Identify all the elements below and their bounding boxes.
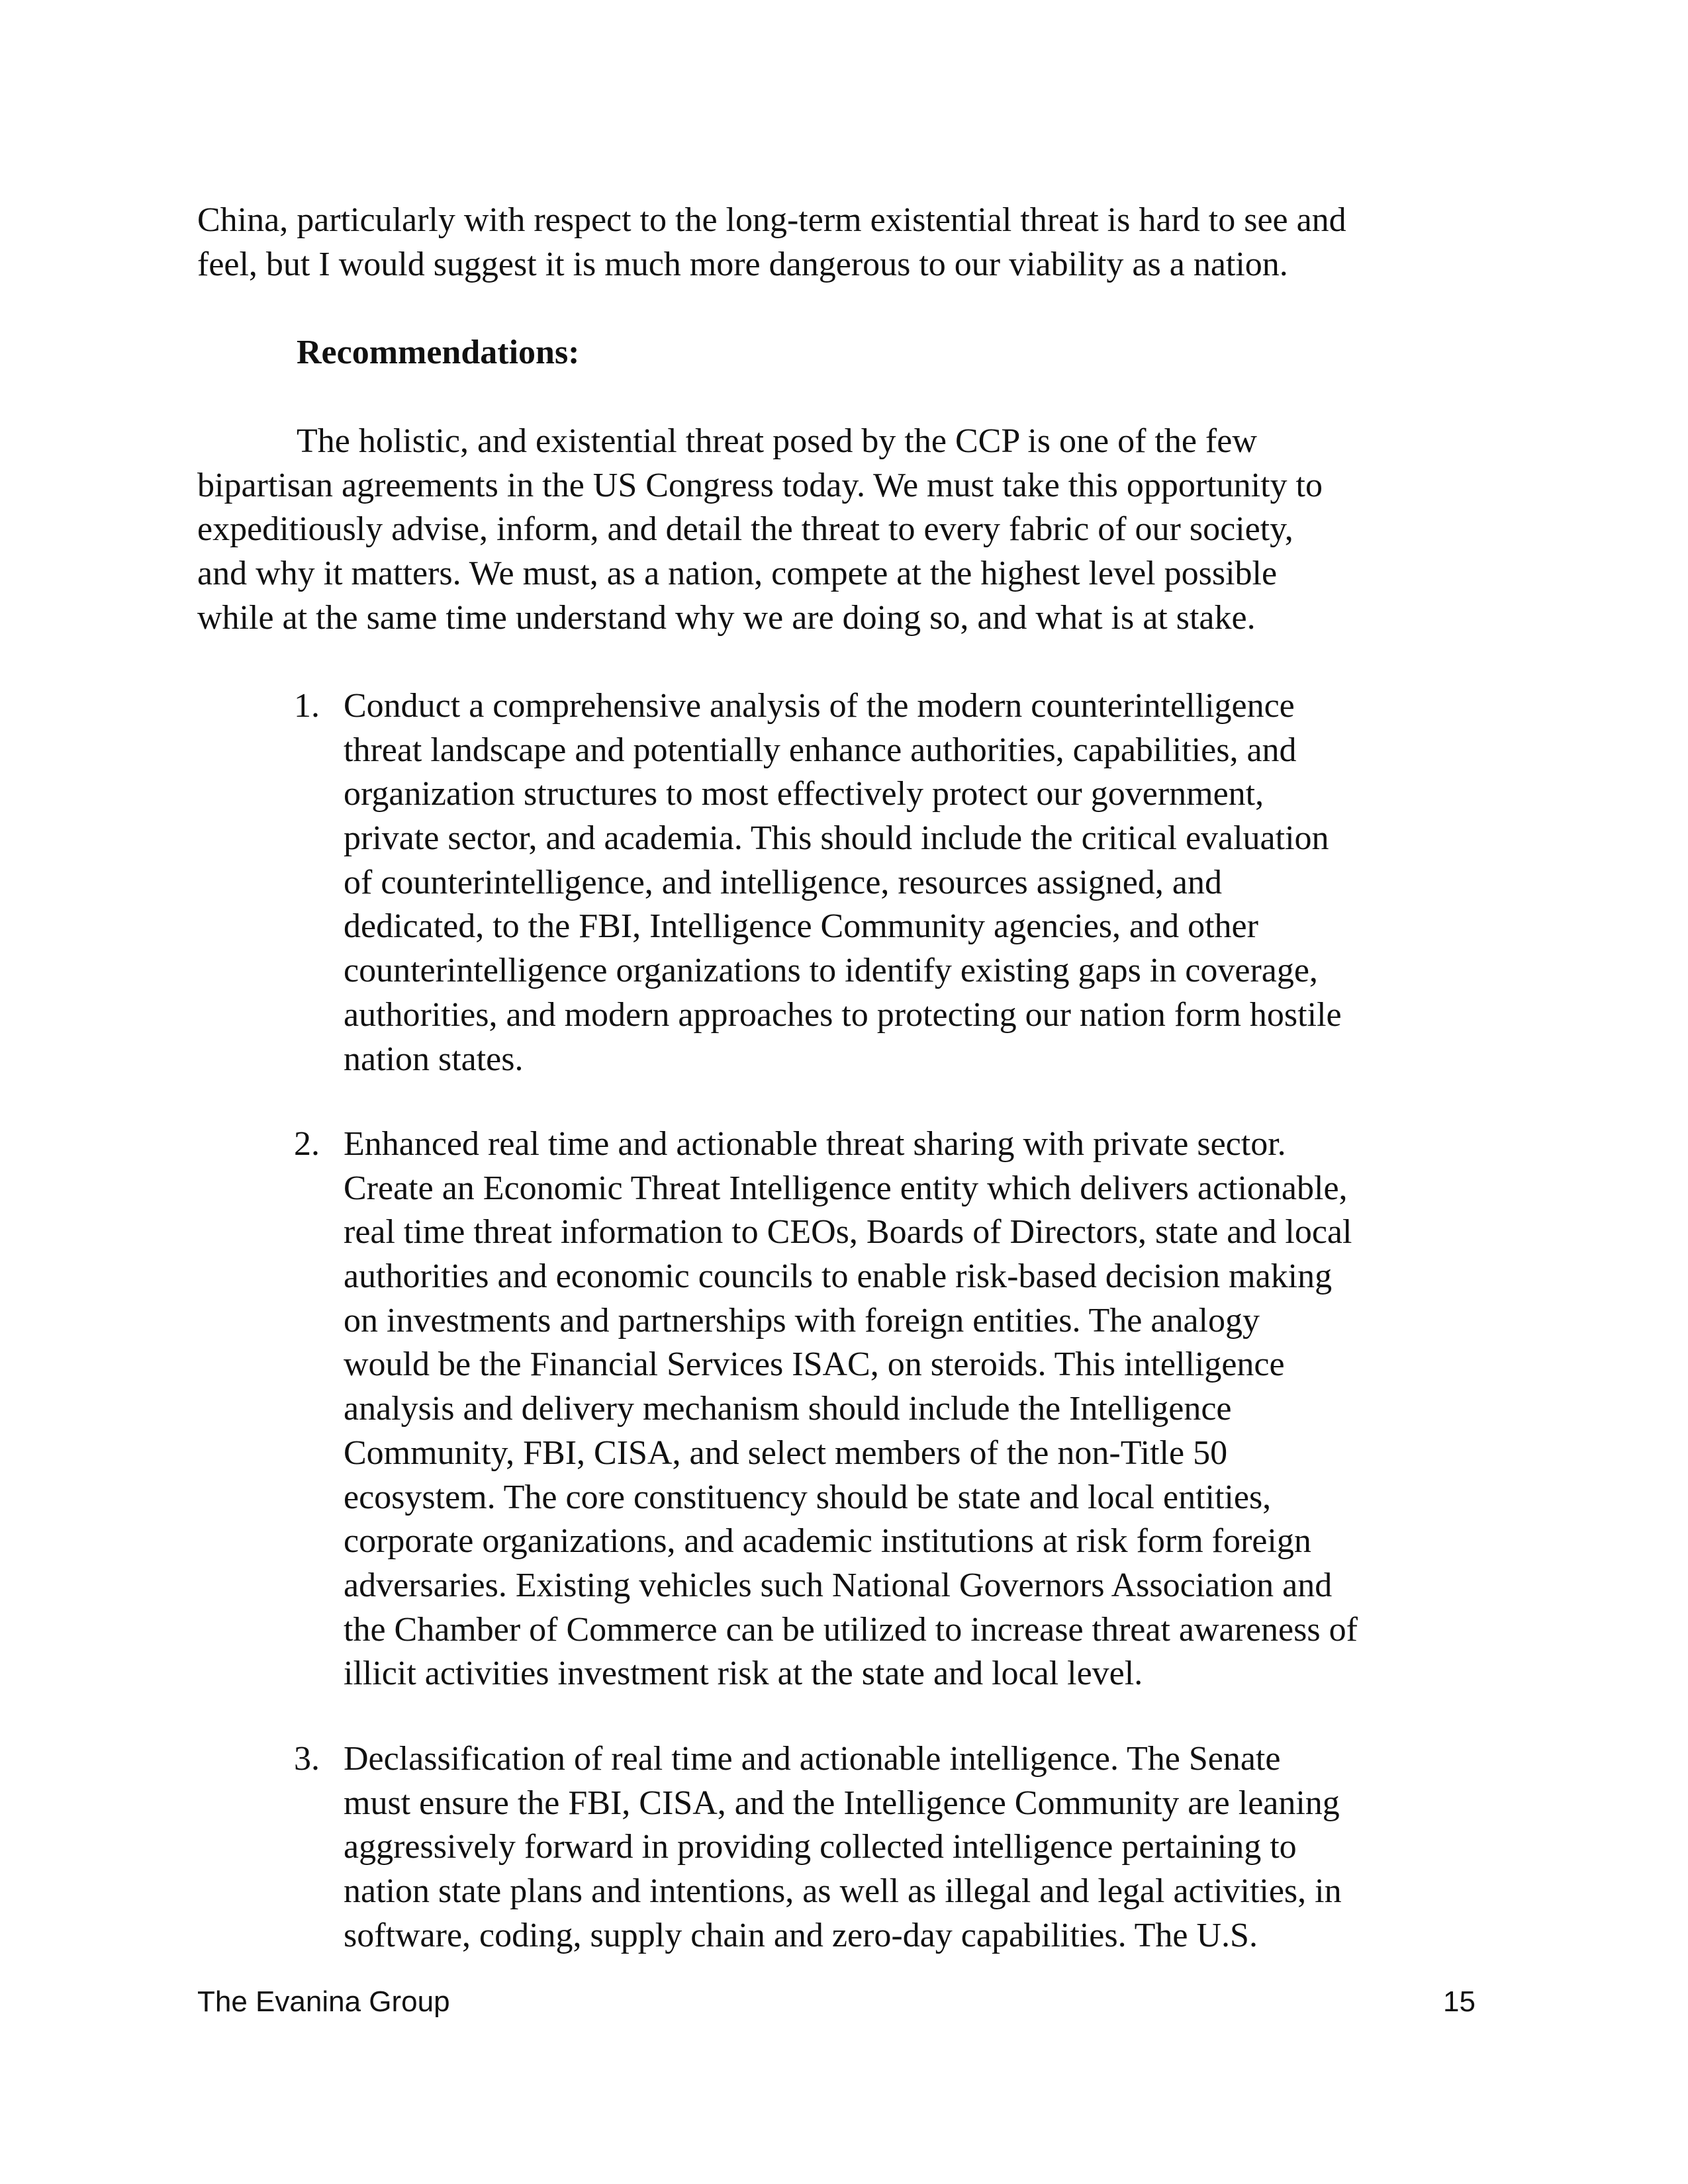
intro-paragraph <box>197 420 1323 640</box>
paragraph-line: while at the same time understand why we are doing so, and what is at stake. <box>197 598 1256 637</box>
list-line: the Chamber of Commerce can be utilized to increase threat awareness of <box>344 1610 1358 1649</box>
list-line: software, coding, supply chain and zero-day capabilities. The U.S. <box>344 1916 1258 1954</box>
list-line: illicit activities investment risk at the state and local level. <box>344 1655 1143 1693</box>
paragraph-line: and why it matters. We must, as a nation, compete at the highest level possible <box>197 555 1278 593</box>
list-line: Enhanced real time and actionable threat sharing with private sector. <box>344 1125 1286 1163</box>
paragraph-line: feel, but I would suggest it is much more dangerous to our viability as a nation. <box>197 245 1288 283</box>
list-line: counterintelligence organizations to identify existing gaps in coverage, <box>344 952 1318 990</box>
footer-organization: The Evanina Group <box>197 1985 450 2018</box>
list-text <box>344 684 1342 1081</box>
list-line: real time threat information to CEOs, Boards of Directors, state and local <box>344 1213 1352 1251</box>
list-line: aggressively forward in providing collected intelligence pertaining to <box>344 1828 1297 1866</box>
list-line: Create an Economic Threat Intelligence entity which delivers actionable, <box>344 1169 1348 1207</box>
list-line: Declassification of real time and actionable intelligence. The Senate <box>344 1740 1281 1778</box>
list-line: organization structures to most effectively protect our government, <box>344 775 1264 813</box>
paragraph-line: expeditiously advise, inform, and detail the threat to every fabric of our society, <box>197 510 1293 549</box>
list-line: nation state plans and intentions, as well as illegal and legal activities, in <box>344 1872 1342 1911</box>
list-text <box>344 1122 1358 1696</box>
list-line: corporate organizations, and academic institutions at risk form foreign <box>344 1522 1311 1561</box>
list-line: Community, FBI, CISA, and select members of the non-Title 50 <box>344 1433 1228 1472</box>
list-line: threat landscape and potentially enhance authorities, capabilities, and <box>344 731 1297 769</box>
paragraph-line: China, particularly with respect to the long-term existential threat is hard to see and <box>197 201 1346 239</box>
list-line: of counterintelligence, and intelligence, resources assigned, and <box>344 863 1222 901</box>
list-line: private sector, and academia. This should include the critical evaluation <box>344 819 1329 858</box>
paragraph-line: The holistic, and existential threat posed by the CCP is one of the few <box>297 422 1257 460</box>
list-line: dedicated, to the FBI, Intelligence Community agencies, and other <box>344 907 1258 946</box>
list-line: must ensure the FBI, CISA, and the Intelligence Community are leaning <box>344 1784 1340 1822</box>
list-line: nation states. <box>344 1040 524 1078</box>
list-number: 2. <box>294 1125 320 1163</box>
list-line: authorities, and modern approaches to protecting our nation form hostile <box>344 995 1342 1034</box>
list-line: analysis and delivery mechanism should include the Intelligence <box>344 1390 1232 1428</box>
list-line: ecosystem. The core constituency should be state and local entities, <box>344 1478 1272 1516</box>
continuation-paragraph <box>197 199 1346 287</box>
paragraph-line: bipartisan agreements in the US Congress today. We must take this opportunity to <box>197 466 1323 504</box>
list-text <box>344 1737 1342 1958</box>
list-line: Conduct a comprehensive analysis of the modern counterintelligence <box>344 687 1295 725</box>
list-line: authorities and economic councils to enable risk-based decision making <box>344 1257 1333 1296</box>
section-heading: Recommendations: <box>297 334 580 371</box>
list-line: on investments and partnerships with foreign entities. The analogy <box>344 1301 1260 1340</box>
list-line: would be the Financial Services ISAC, on steroids. This intelligence <box>344 1345 1285 1384</box>
list-line: adversaries. Existing vehicles such National Governors Association and <box>344 1566 1333 1604</box>
list-number: 1. <box>294 687 320 725</box>
list-number: 3. <box>294 1740 320 1778</box>
page-number: 15 <box>1443 1985 1476 2018</box>
